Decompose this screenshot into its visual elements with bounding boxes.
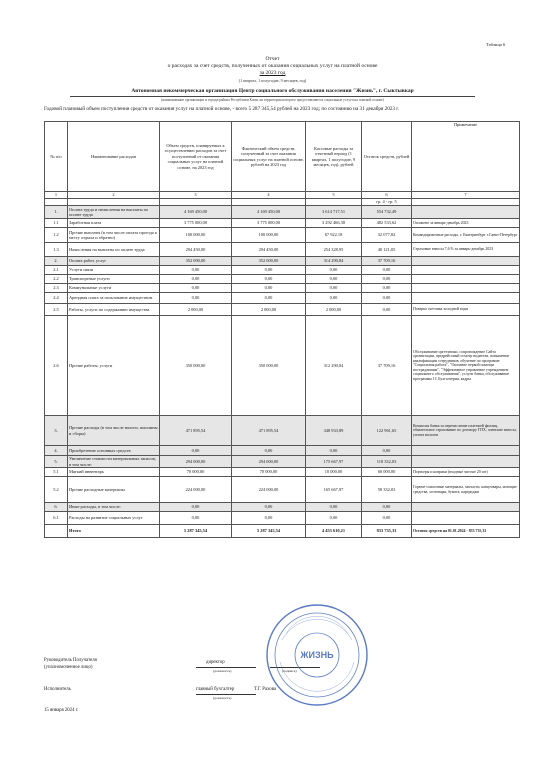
row-name: Мягкий инвентарь (68, 468, 160, 477)
row-balance: 122 961,65 (362, 416, 412, 446)
table-row (45, 219, 520, 228)
row-actual: 294 450,00 (232, 243, 306, 257)
row-note (412, 456, 520, 468)
report-subtitle: о расходах за счет средств, полученных от оказания социальных услуг на платной основе (167, 63, 378, 69)
executor-name: Т.Г. Рахова (254, 687, 277, 692)
row-note: Оплачено за январь-декабрь 2023 (412, 219, 520, 228)
table-row (45, 512, 520, 525)
table-row (45, 257, 520, 266)
colnum-4: 4 (232, 192, 306, 199)
row-number: 5.1 (45, 468, 68, 477)
row-actual: 0,00 (232, 266, 306, 275)
row-balance: 40 121,05 (362, 243, 412, 257)
row-planned: 0,00 (160, 266, 232, 275)
row-actual: 350 000,00 (232, 316, 306, 416)
row-note (412, 446, 520, 456)
row-name: Начисления на выплаты по оплате труда (68, 243, 160, 257)
table-row (45, 284, 520, 293)
table-row (45, 206, 520, 219)
row-balance: 0,00 (362, 304, 412, 316)
table-row (45, 316, 520, 416)
row-balance: 58 332,03 (362, 477, 412, 503)
row-number: 5.2 (45, 477, 68, 503)
row-name: Транспортные услуги (68, 275, 160, 284)
row-balance: 118 332,03 (362, 456, 412, 468)
row-planned: 0,00 (160, 284, 232, 293)
row-number: 1. (45, 206, 68, 219)
row-number: 5. (45, 456, 68, 468)
row-actual: 294 000,00 (232, 456, 306, 468)
executor-position: главный бухгалтер (196, 687, 235, 692)
row-cash: 0,00 (306, 512, 362, 525)
row-planned: 0,00 (160, 293, 232, 304)
row-name: Заработная плата (68, 219, 160, 228)
row-planned: 100 000,00 (160, 228, 232, 243)
row-balance: 0,00 (362, 275, 412, 284)
table-row (45, 477, 520, 503)
table-row (45, 468, 520, 477)
row-number: 1.2 (45, 228, 68, 243)
colnum-5: 5 (306, 192, 362, 199)
row-planned: 350 000,00 (160, 316, 232, 416)
row-number: 2.4 (45, 293, 68, 304)
row-actual: 0,00 (232, 293, 306, 304)
appendix-label: Таблица 6 (486, 42, 506, 47)
table-row (45, 446, 520, 456)
organization-stamp (262, 600, 372, 710)
row-name: Прочие расходные материалы (68, 477, 160, 503)
row-planned: 0,00 (160, 446, 232, 456)
row-cash: 3 292 466,38 (306, 219, 362, 228)
header-balance: Остаток средств, рублей (362, 122, 412, 192)
colnum-7: 7 (412, 192, 520, 199)
row-note: Комиссия банка за перечисление платежей физлиц, обязательное страхование по договору ГПХ, членские взносы, уплата налогов (412, 416, 520, 446)
row-planned: 70 000,00 (160, 468, 232, 477)
intro-paragraph: Годовой плановый объем поступления средств от оказания услуг на платной основе, - всего 5 287 345,54 рублей на 2023 год; по состоянию на 31 декабря 2023 г. (44, 106, 400, 112)
row-balance: 0,00 (362, 293, 412, 304)
colnum-3: 3 (160, 192, 232, 199)
row-number: 3. (45, 416, 68, 446)
row-note: Горюче-смазочные материалы, запчасти, канцтовары, моющие средства, хозтовары, бумага, картриджи (412, 477, 520, 503)
row-note (412, 275, 520, 284)
row-actual: 471 895,54 (232, 416, 306, 446)
header-notes: Примечание (412, 122, 520, 192)
table-row (45, 416, 520, 446)
row-number: 2.3 (45, 284, 68, 293)
row-note (412, 284, 520, 293)
row-balance: 37 709,16 (362, 257, 412, 266)
report-period: за 2023 год (259, 70, 286, 76)
row-name: Прочие работы, услуги (68, 316, 160, 416)
row-actual: 352 000,00 (232, 257, 306, 266)
row-name: Коммунальные услуги (68, 284, 160, 293)
table-row (45, 243, 520, 257)
total-a: 5 287 345,54 (232, 525, 306, 538)
row-actual: 0,00 (232, 275, 306, 284)
row-name: Прочие расходы (в том числе налоги, пошлины и сборы) (68, 416, 160, 446)
row-actual: 0,00 (232, 512, 306, 525)
row-number: 4. (45, 446, 68, 456)
row-note: Обслуживание оргтехники, сопровождение Сайта организации, предрейсовый осмотр водителя, повышение квалификации сотрудников, обучение по программе "Социальная работа", "Оказание первой помощи пострадавшим", "Эффективное управление учреждением социального обслуживания", услуги банка, обслуживание программы 1С Бухгалтерия, кадры (412, 316, 520, 416)
row-balance: 0,00 (362, 503, 412, 512)
head-position-caption: (должность) (213, 669, 232, 673)
row-actual: 3 775 000,00 (232, 219, 306, 228)
total-label: Итого (68, 525, 160, 538)
row-balance: 37 709,16 (362, 316, 412, 416)
row-balance: 32 077,82 (362, 228, 412, 243)
head-label: Руководитель Получателя (44, 658, 97, 663)
row-cash: 254 328,95 (306, 243, 362, 257)
row-name: Увеличение стоимости материальных запасов, в том числе: (68, 456, 160, 468)
row-cash: 312 290,84 (306, 316, 362, 416)
organization-caption: (наименование организации и города/района Республики Коми, на территории которого предоставляются социальные услуги на платной основе) (70, 96, 475, 102)
row-number: 1.3 (45, 243, 68, 257)
row-name: Прочие выплаты (в том числе оплата проезда к месту отдыха и обратно) (68, 228, 160, 243)
row-actual: 0,00 (232, 284, 306, 293)
executor-line (196, 694, 256, 695)
row-cash: 0,00 (306, 266, 362, 275)
table-row (45, 293, 520, 304)
row-number: 6.1 (45, 512, 68, 525)
head-position-line (196, 667, 256, 668)
row-number: 2.2 (45, 275, 68, 284)
total-empty (45, 525, 68, 538)
row-cash: 0,00 (306, 446, 362, 456)
report-period-caption: (1 квартал, 1 полугодие, 9 месяцев, год) (238, 78, 307, 83)
total-p: 5 287 345,54 (160, 525, 232, 538)
row-note: Портьеры и коврики (входные чистые 20 шт) (412, 468, 520, 477)
row-name: Расходы на развитие социальных услуг (68, 512, 160, 525)
row-cash: 0,00 (306, 503, 362, 512)
row-cash: 0,00 (306, 284, 362, 293)
table-row (45, 503, 520, 512)
table-row (45, 266, 520, 275)
report-title: Отчет (265, 56, 280, 62)
row-balance: 482 533,62 (362, 219, 412, 228)
row-note (412, 257, 520, 266)
row-planned: 224 000,00 (160, 477, 232, 503)
row-number: 2.6 (45, 316, 68, 416)
row-number: 1.1 (45, 219, 68, 228)
row-cash: 2 000,00 (306, 304, 362, 316)
total-row (45, 525, 520, 538)
row-planned: 471 895,54 (160, 416, 232, 446)
head-label-caption: (уполномоченное лицо) (44, 665, 93, 670)
row-note: Страховые взносы 7,6 % за январь-декабрь 2023 (412, 243, 520, 257)
total-c: 4 453 610,21 (306, 525, 362, 538)
row-name: Оплата труда и начисления на выплаты по оплате труда (68, 206, 160, 219)
row-number: 2.5 (45, 304, 68, 316)
row-cash: 67 922,18 (306, 228, 362, 243)
header-num: № п/п (45, 122, 68, 192)
row-name: Работы, услуги по содержанию имущества (68, 304, 160, 316)
row-number: 6. (45, 503, 68, 512)
row-cash: 314 290,84 (306, 257, 362, 266)
executor-label: Исполнитель (44, 687, 71, 692)
row-planned: 294 450,00 (160, 243, 232, 257)
head-position: директор (206, 660, 225, 665)
row-note (412, 266, 520, 275)
row-note: Поверка счетчика холодной воды (412, 304, 520, 316)
table-row (45, 228, 520, 243)
row-actual: 224 000,00 (232, 477, 306, 503)
table-row (45, 275, 520, 284)
svg-text:ЖИЗНЬ: ЖИЗНЬ (300, 650, 334, 660)
row-name: Иные расходы, в том числе: (68, 503, 160, 512)
row-cash: 0,00 (306, 275, 362, 284)
row-cash: 348 933,89 (306, 416, 362, 446)
row-cash: 165 667,97 (306, 477, 362, 503)
table-row (45, 456, 520, 468)
colnum-1: 1 (45, 192, 68, 199)
row-planned: 0,00 (160, 275, 232, 284)
row-name: Оплата работ, услуг (68, 257, 160, 266)
row-note: Командировочные расходы, г. Екатеринбург г.Санкт-Петербург (412, 228, 520, 243)
row-planned: 0,00 (160, 512, 232, 525)
report-date: 15 января 2024 г. (44, 708, 79, 713)
organization-name: Автономная некоммерческая организация Центр социального обслуживания населения "Жизнь", г. Сыктывкар (131, 88, 414, 94)
row-note (412, 206, 520, 219)
head-sign-caption: (подпись) (282, 669, 297, 673)
header-name: Наименование расходов (68, 122, 160, 192)
row-note (412, 293, 520, 304)
expense-report-table (44, 121, 520, 538)
row-note (412, 503, 520, 512)
row-number: 2. (45, 257, 68, 266)
row-actual: 100 000,00 (232, 228, 306, 243)
header-planned: Объем средств, планируемых к осуществлению расходов за счет поступлений от оказания социальных услуг на платной основе, на 2023 год (160, 122, 232, 192)
table-row (45, 304, 520, 316)
row-balance: 0,00 (362, 266, 412, 275)
row-actual: 2 000,00 (232, 304, 306, 316)
row-balance: 0,00 (362, 284, 412, 293)
header-actual: Фактический объем средств, полученный за счет оказания социальных услуг на платной основе, рублей на 2023 год (232, 122, 306, 192)
row-actual: 0,00 (232, 503, 306, 512)
row-number: 2.1 (45, 266, 68, 275)
row-actual: 4 169 450,00 (232, 206, 306, 219)
row-planned: 294 000,00 (160, 456, 232, 468)
row-balance: 60 000,00 (362, 468, 412, 477)
row-name: Приобретение основных средств (68, 446, 160, 456)
row-planned: 352 000,00 (160, 257, 232, 266)
row-note (412, 512, 520, 525)
row-planned: 3 775 000,00 (160, 219, 232, 228)
row-balance: 0,00 (362, 446, 412, 456)
row-balance: 554 732,49 (362, 206, 412, 219)
colnum-6: 6 (362, 192, 412, 199)
row-planned: 2 000,00 (160, 304, 232, 316)
row-name: Услуги связи (68, 266, 160, 275)
row-name: Арендная плата за пользование имуществом (68, 293, 160, 304)
header-cash: Кассовые расходы за отчетный период (1 квартал, 1 полугодие, 9 месяцев, год), рублей (306, 122, 362, 192)
row-cash: 175 667,97 (306, 456, 362, 468)
row-planned: 4 169 450,00 (160, 206, 232, 219)
row-actual: 70 000,00 (232, 468, 306, 477)
row-actual: 0,00 (232, 446, 306, 456)
row-cash: 3 614 717,51 (306, 206, 362, 219)
row-cash: 10 000,00 (306, 468, 362, 477)
row-balance: 0,00 (362, 512, 412, 525)
colnum-2: 2 (68, 192, 160, 199)
total-note: Остаток средств на 01.01.2024 - 833 735,33 (412, 525, 520, 538)
total-b: 833 735,33 (362, 525, 412, 538)
row-planned: 0,00 (160, 503, 232, 512)
row-cash: 0,00 (306, 293, 362, 304)
executor-caption: (должность) (213, 696, 232, 700)
formula-cell: гр. 4 - гр. 5 (362, 199, 412, 206)
